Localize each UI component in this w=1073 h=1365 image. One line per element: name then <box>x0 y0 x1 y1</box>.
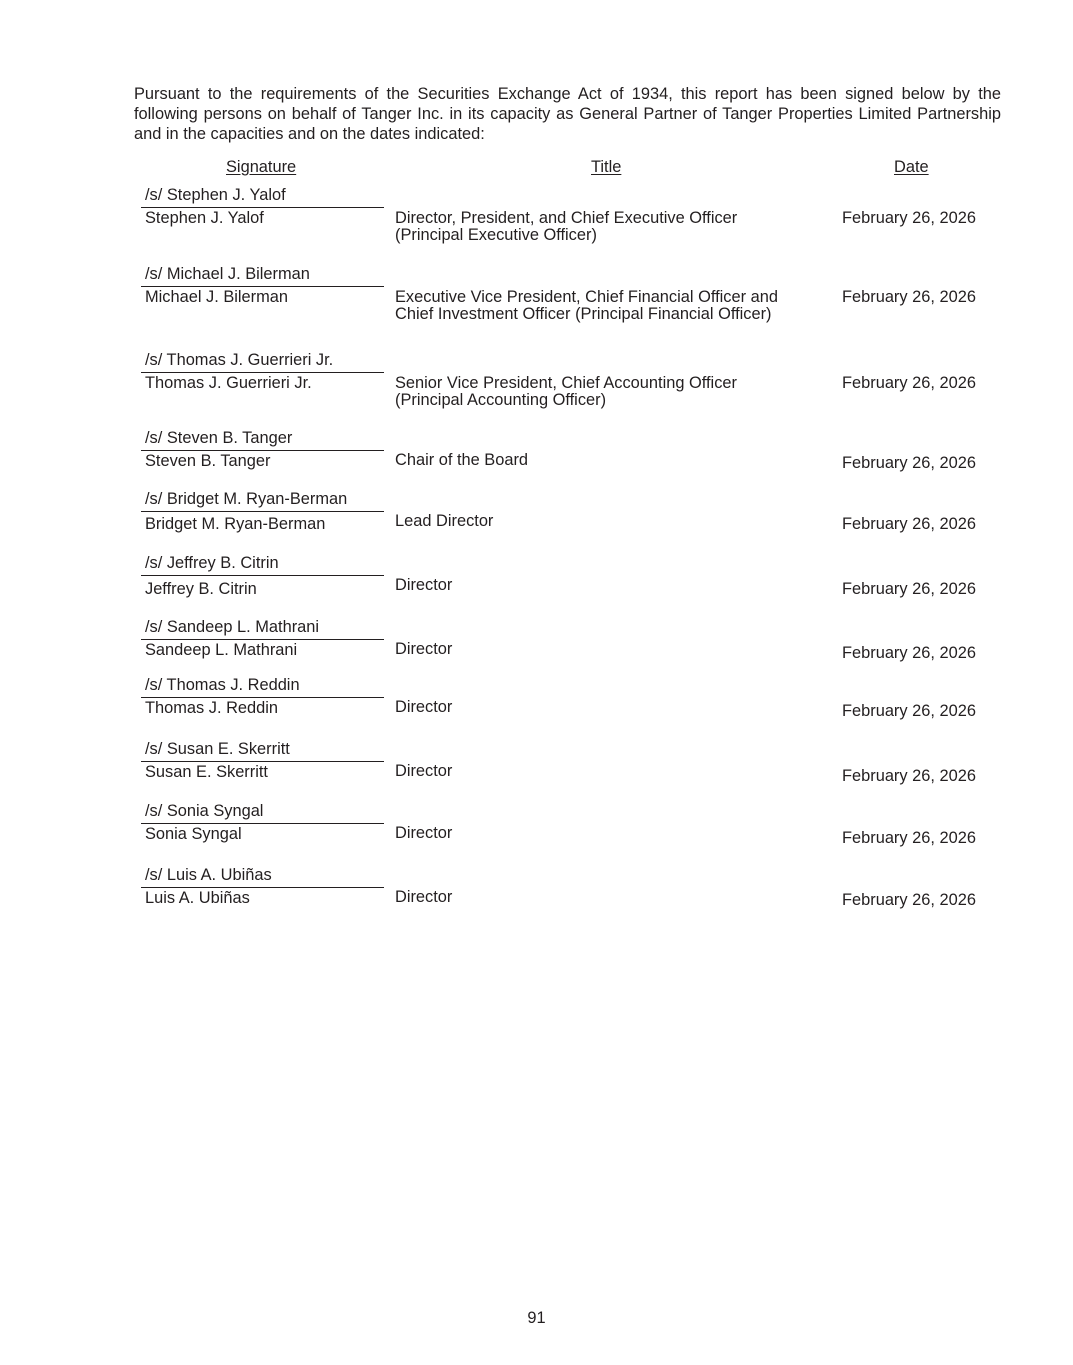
signatory-title <box>395 889 452 906</box>
signature-line: /s/ Michael J. Bilerman <box>145 265 310 283</box>
signatory-row <box>0 186 1073 246</box>
signatory-row <box>0 490 1073 550</box>
signatory-title-line: Director <box>395 888 453 906</box>
signature-rule <box>141 575 384 576</box>
signatory-title-line: Senior Vice President, Chief Accounting Officer <box>395 374 737 392</box>
intro-paragraph: Pursuant to the requirements of the Securities Exchange Act of 1934, this report has been signed below by the following persons on behalf of Tanger Inc. in its capacity as General Partner of Tanger Properties Limited Partnership and in the capacities and on the dates indicated: <box>134 85 1001 143</box>
signatory-row <box>0 265 1073 325</box>
signatory-title-line: (Principal Executive Officer) <box>395 226 597 244</box>
signatory-date: February 26, 2026 <box>842 374 976 392</box>
signature-column-header: Signature <box>226 158 297 176</box>
signatory-title <box>395 375 737 409</box>
signatory-row <box>0 554 1073 614</box>
signatory-name: Steven B. Tanger <box>145 452 271 470</box>
signature-line: /s/ Sandeep L. Mathrani <box>145 618 320 636</box>
signature-line: /s/ Jeffrey B. Citrin <box>145 554 279 572</box>
signatory-row <box>0 429 1073 489</box>
signatory-name: Bridget M. Ryan-Berman <box>145 515 326 533</box>
signatory-date: February 26, 2026 <box>842 702 976 720</box>
signature-rule <box>141 286 384 287</box>
signatory-date: February 26, 2026 <box>842 209 976 227</box>
signatory-title-line: Chief Investment Officer (Principal Financial Officer) <box>395 305 772 323</box>
signature-line: /s/ Luis A. Ubiñas <box>145 866 272 884</box>
signatory-name: Thomas J. Guerrieri Jr. <box>145 374 312 392</box>
signature-rule <box>141 761 384 762</box>
signature-rule <box>141 511 384 512</box>
signatory-date: February 26, 2026 <box>842 515 976 533</box>
signatory-row <box>0 866 1073 926</box>
signatory-title <box>395 513 493 530</box>
signatory-title-line: Director <box>395 824 453 842</box>
signatory-title-line: Director <box>395 576 453 594</box>
signature-line: /s/ Steven B. Tanger <box>145 429 293 447</box>
signatory-name: Sonia Syngal <box>145 825 242 843</box>
signature-rule <box>141 697 384 698</box>
signatory-title-line: Chair of the Board <box>395 451 529 469</box>
signature-line: /s/ Sonia Syngal <box>145 802 264 820</box>
signature-rule <box>141 450 384 451</box>
signature-rule <box>141 823 384 824</box>
signatory-title <box>395 210 737 244</box>
signatory-name: Michael J. Bilerman <box>145 288 289 306</box>
signature-rule <box>141 372 384 373</box>
signatory-row <box>0 740 1073 800</box>
signatory-title-line: (Principal Accounting Officer) <box>395 391 607 409</box>
signature-rule <box>141 887 384 888</box>
signatory-date: February 26, 2026 <box>842 767 976 785</box>
signatory-title <box>395 763 452 780</box>
signatory-name: Luis A. Ubiñas <box>145 889 250 907</box>
signatory-title-line: Lead Director <box>395 512 494 530</box>
signatory-name: Thomas J. Reddin <box>145 699 279 717</box>
signatory-name: Sandeep L. Mathrani <box>145 641 298 659</box>
signature-rule <box>141 639 384 640</box>
signatory-date: February 26, 2026 <box>842 891 976 909</box>
signatory-title <box>395 452 528 469</box>
signatory-row <box>0 802 1073 862</box>
signatory-name: Jeffrey B. Citrin <box>145 580 257 598</box>
signatory-title <box>395 825 452 842</box>
signature-rule <box>141 207 384 208</box>
signatory-title-line: Director <box>395 762 453 780</box>
signature-line: /s/ Thomas J. Guerrieri Jr. <box>145 351 334 369</box>
signatory-title-line: Director <box>395 698 453 716</box>
signatory-row <box>0 618 1073 678</box>
signatory-title <box>395 699 452 716</box>
signatory-date: February 26, 2026 <box>842 454 976 472</box>
date-column-header: Date <box>894 158 929 176</box>
signatory-date: February 26, 2026 <box>842 829 976 847</box>
signatory-name: Susan E. Skerritt <box>145 763 268 781</box>
signatory-date: February 26, 2026 <box>842 580 976 598</box>
signatory-title-line: Director, President, and Chief Executive Officer <box>395 209 738 227</box>
signatory-date: February 26, 2026 <box>842 644 976 662</box>
signature-line: /s/ Bridget M. Ryan-Berman <box>145 490 348 508</box>
signatory-title <box>395 289 778 323</box>
title-column-header: Title <box>591 158 622 176</box>
signatory-name: Stephen J. Yalof <box>145 209 264 227</box>
signatory-title-line: Executive Vice President, Chief Financial Officer and <box>395 288 778 306</box>
signatory-title-line: Director <box>395 640 453 658</box>
signatory-row <box>0 351 1073 411</box>
signatory-title <box>395 577 452 594</box>
signatory-title <box>395 641 452 658</box>
signature-line: /s/ Thomas J. Reddin <box>145 676 300 694</box>
signature-line: /s/ Susan E. Skerritt <box>145 740 290 758</box>
signatory-row <box>0 676 1073 736</box>
page-number: 91 <box>527 1309 546 1327</box>
signatory-date: February 26, 2026 <box>842 288 976 306</box>
signature-line: /s/ Stephen J. Yalof <box>145 186 286 204</box>
